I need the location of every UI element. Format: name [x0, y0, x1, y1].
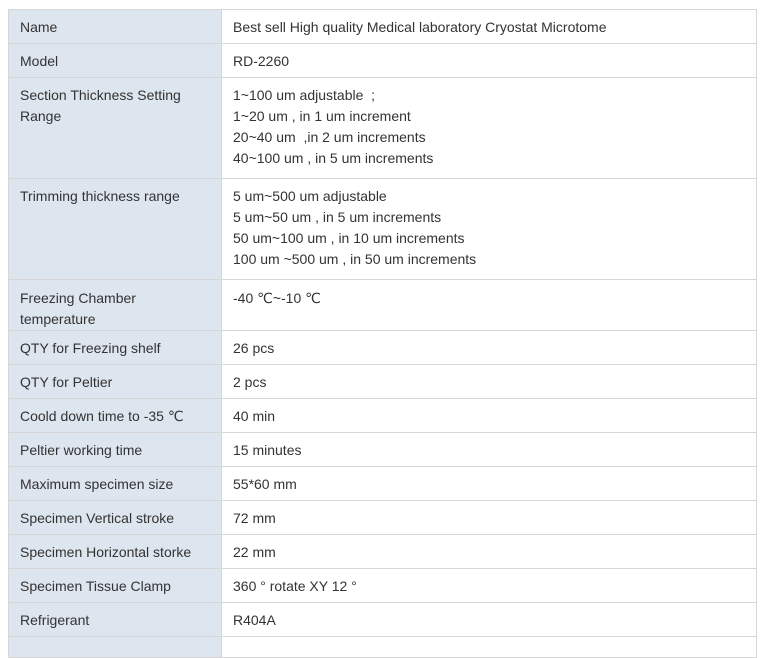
- row-label-empty: [9, 637, 222, 658]
- value-line: 100 um ~500 um , in 50 um increments: [233, 251, 477, 267]
- value-line: 40~100 um , in 5 um increments: [233, 150, 434, 166]
- row-label: QTY for Peltier: [9, 365, 222, 399]
- table-row: [9, 603, 757, 637]
- table-row: [9, 535, 757, 569]
- table-row: [9, 569, 757, 603]
- value-line: 360 ° rotate XY 12 °: [233, 578, 357, 594]
- table-row: [9, 433, 757, 467]
- value-line: 20~40 um ,in 2 um increments: [233, 129, 426, 145]
- row-label: Trimming thickness range: [9, 179, 222, 280]
- value-line: 22 mm: [233, 544, 276, 560]
- row-value: [222, 603, 757, 637]
- value-line: -40 ℃~-10 ℃: [233, 290, 321, 306]
- table-row: [9, 280, 757, 331]
- value-line: 5 um~50 um , in 5 um increments: [233, 209, 442, 225]
- row-value: [222, 44, 757, 78]
- specification-table: [8, 9, 757, 658]
- row-label: Maximum specimen size: [9, 467, 222, 501]
- row-value: [222, 535, 757, 569]
- value-line: Best sell High quality Medical laboratory Cryostat Microtome: [233, 19, 607, 35]
- row-value: [222, 467, 757, 501]
- row-value-empty: [222, 637, 757, 658]
- row-value: [222, 10, 757, 44]
- row-label: Specimen Vertical stroke: [9, 501, 222, 535]
- table-row: [9, 399, 757, 433]
- table-row: [9, 331, 757, 365]
- table-row: [9, 78, 757, 179]
- row-value: [222, 331, 757, 365]
- specification-table-body: [9, 10, 757, 658]
- row-value: [222, 280, 757, 331]
- table-row: [9, 501, 757, 535]
- row-label: Freezing Chamber temperature: [9, 280, 222, 331]
- row-label: Model: [9, 44, 222, 78]
- row-value: [222, 569, 757, 603]
- row-label: Specimen Tissue Clamp: [9, 569, 222, 603]
- value-line: 15 minutes: [233, 442, 302, 458]
- value-line: 55*60 mm: [233, 476, 297, 492]
- value-line: 40 min: [233, 408, 276, 424]
- row-value: [222, 501, 757, 535]
- value-line: 1~20 um , in 1 um increment: [233, 108, 411, 124]
- value-line: 72 mm: [233, 510, 276, 526]
- table-row: [9, 179, 757, 280]
- row-value: [222, 179, 757, 280]
- value-line: 50 um~100 um , in 10 um increments: [233, 230, 465, 246]
- row-label: Name: [9, 10, 222, 44]
- row-label: Coold down time to -35 ℃: [9, 399, 222, 433]
- row-value: [222, 78, 757, 179]
- row-value: [222, 399, 757, 433]
- value-line: 1~100 um adjustable ;: [233, 87, 376, 103]
- table-row: [9, 10, 757, 44]
- row-value: [222, 433, 757, 467]
- row-label: Section Thickness Setting Range: [9, 78, 222, 179]
- row-label: QTY for Freezing shelf: [9, 331, 222, 365]
- row-label: Peltier working time: [9, 433, 222, 467]
- value-line: 26 pcs: [233, 340, 275, 356]
- row-value: [222, 365, 757, 399]
- value-line: 5 um~500 um adjustable: [233, 188, 387, 204]
- row-label: Specimen Horizontal storke: [9, 535, 222, 569]
- table-row: [9, 44, 757, 78]
- table-row: [9, 467, 757, 501]
- value-line: RD-2260: [233, 53, 290, 69]
- row-label: Refrigerant: [9, 603, 222, 637]
- table-row: [9, 365, 757, 399]
- table-row-partial: [9, 637, 757, 658]
- value-line: R404A: [233, 612, 276, 628]
- value-line: 2 pcs: [233, 374, 267, 390]
